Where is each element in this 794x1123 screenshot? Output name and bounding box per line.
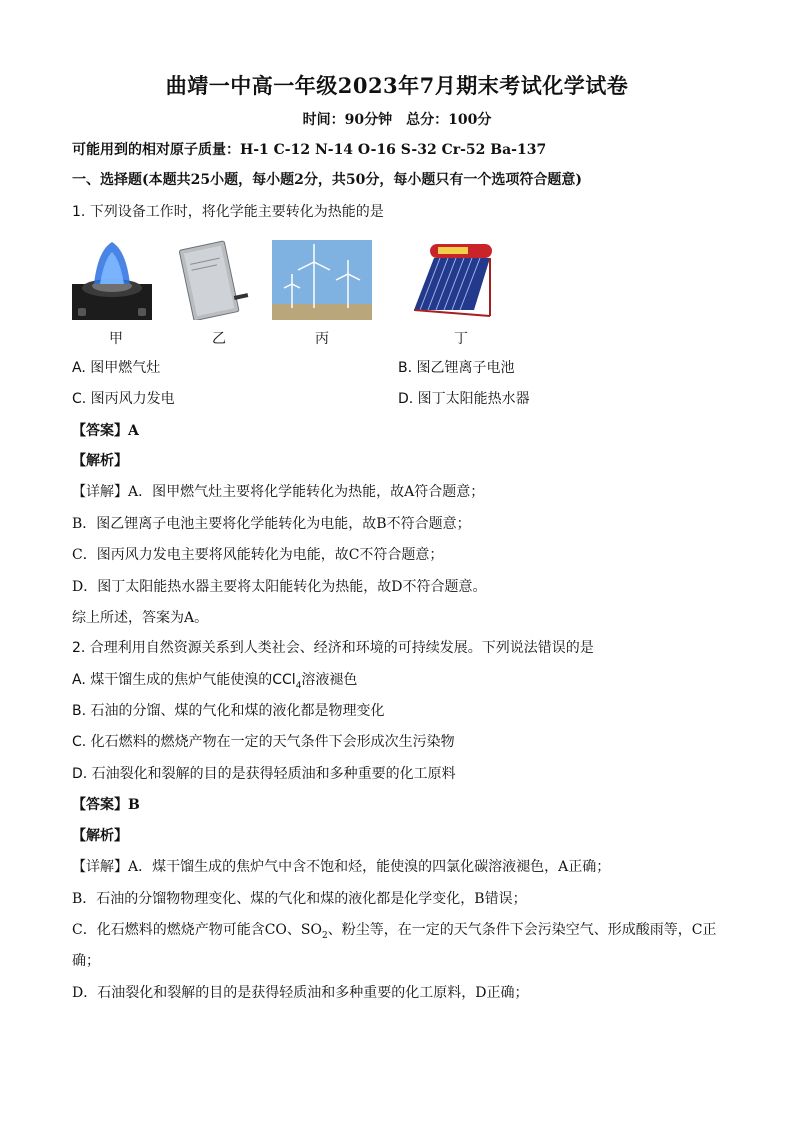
q2-analysis: 【解析】 [72, 828, 128, 844]
q2-option-a-text: A. 煤干馏生成的焦炉气能使溴的 [72, 672, 273, 688]
q2-option-a-subscript: 4 [295, 680, 302, 691]
q2-detail-line: 确； [72, 953, 100, 969]
q1-stem: 1. 下列设备工作时，将化学能主要转化为热能的是 [72, 204, 384, 220]
q1-option-a: A. 图甲燃气灶 [72, 360, 161, 376]
caption-yi: 乙 [212, 331, 226, 347]
lithium-battery-image [168, 240, 258, 320]
q2-option-a-formula: CCl [272, 672, 296, 688]
gas-stove-image [72, 240, 152, 320]
q2-option-a [72, 670, 357, 696]
caption-bing: 丙 [315, 331, 329, 347]
q1-detail-line: 【详解】A．图甲燃气灶主要将化学能转化为热能，故A符合题意； [72, 484, 485, 500]
atomic-mass-line: 可能用到的相对原子质量：H-1 C-12 N-14 O-16 S-32 Cr-52 Ba-137 [72, 142, 547, 158]
wind-turbine-image [272, 240, 372, 320]
caption-jia: 甲 [109, 331, 123, 347]
q1-option-b: B. 图乙锂离子电池 [398, 360, 515, 376]
page-title: 曲靖一中高一年级2023年7月期末考试化学试卷 [165, 73, 629, 98]
q1-option-c: C. 图丙风力发电 [72, 391, 175, 407]
q2-detail-line [72, 920, 716, 946]
exam-time-score: 时间：90分钟 总分：100分 [302, 112, 492, 128]
q2-detail-c-text: C．化石燃料的燃烧产物可能含CO、SO [72, 922, 322, 938]
q1-conclusion: 综上所述，答案为A。 [72, 610, 209, 626]
q1-analysis: 【解析】 [72, 453, 128, 469]
q1-detail-line: D．图丁太阳能热水器主要将太阳能转化为热能，故D不符合题意。 [72, 579, 487, 595]
q1-detail-line: C．图丙风力发电主要将风能转化为电能，故C不符合题意； [72, 547, 444, 563]
q2-option-c: C. 化石燃料的燃烧产物在一定的天气条件下会形成次生污染物 [72, 734, 455, 750]
q1-detail-line: B．图乙锂离子电池主要将化学能转化为电能，故B不符合题意； [72, 516, 471, 532]
q2-option-a-text-end: 溶液褪色 [301, 672, 358, 688]
solar-heater-image [404, 240, 496, 320]
section-heading: 一、选择题(本题共25小题，每小题2分，共50分，每小题只有一个选项符合题意) [72, 172, 582, 188]
q2-option-d: D. 石油裂化和裂解的目的是获得轻质油和多种重要的化工原料 [72, 766, 456, 782]
q2-option-b: B. 石油的分馏、煤的气化和煤的液化都是物理变化 [72, 703, 385, 719]
q2-stem: 2. 合理利用自然资源关系到人类社会、经济和环境的可持续发展。下列说法错误的是 [72, 640, 594, 656]
q1-option-d: D. 图丁太阳能热水器 [398, 391, 530, 407]
caption-ding: 丁 [454, 331, 468, 347]
q2-detail-line: 【详解】A．煤干馏生成的焦炉气中含不饱和烃，能使溴的四氯化碳溶液褪色，A正确； [72, 859, 611, 875]
q2-answer: 【答案】B [72, 797, 140, 813]
q2-detail-c-subscript: 2 [321, 930, 328, 941]
q2-detail-line: B．石油的分馏物物理变化、煤的气化和煤的液化都是化学变化，B错误； [72, 891, 527, 907]
q2-detail-c-text-end: 、粉尘等，在一定的天气条件下会污染空气、形成酸雨等，C正 [327, 922, 717, 938]
q2-detail-line: D．石油裂化和裂解的目的是获得轻质油和多种重要的化工原料，D正确； [72, 985, 529, 1001]
q1-answer: 【答案】A [72, 423, 139, 439]
